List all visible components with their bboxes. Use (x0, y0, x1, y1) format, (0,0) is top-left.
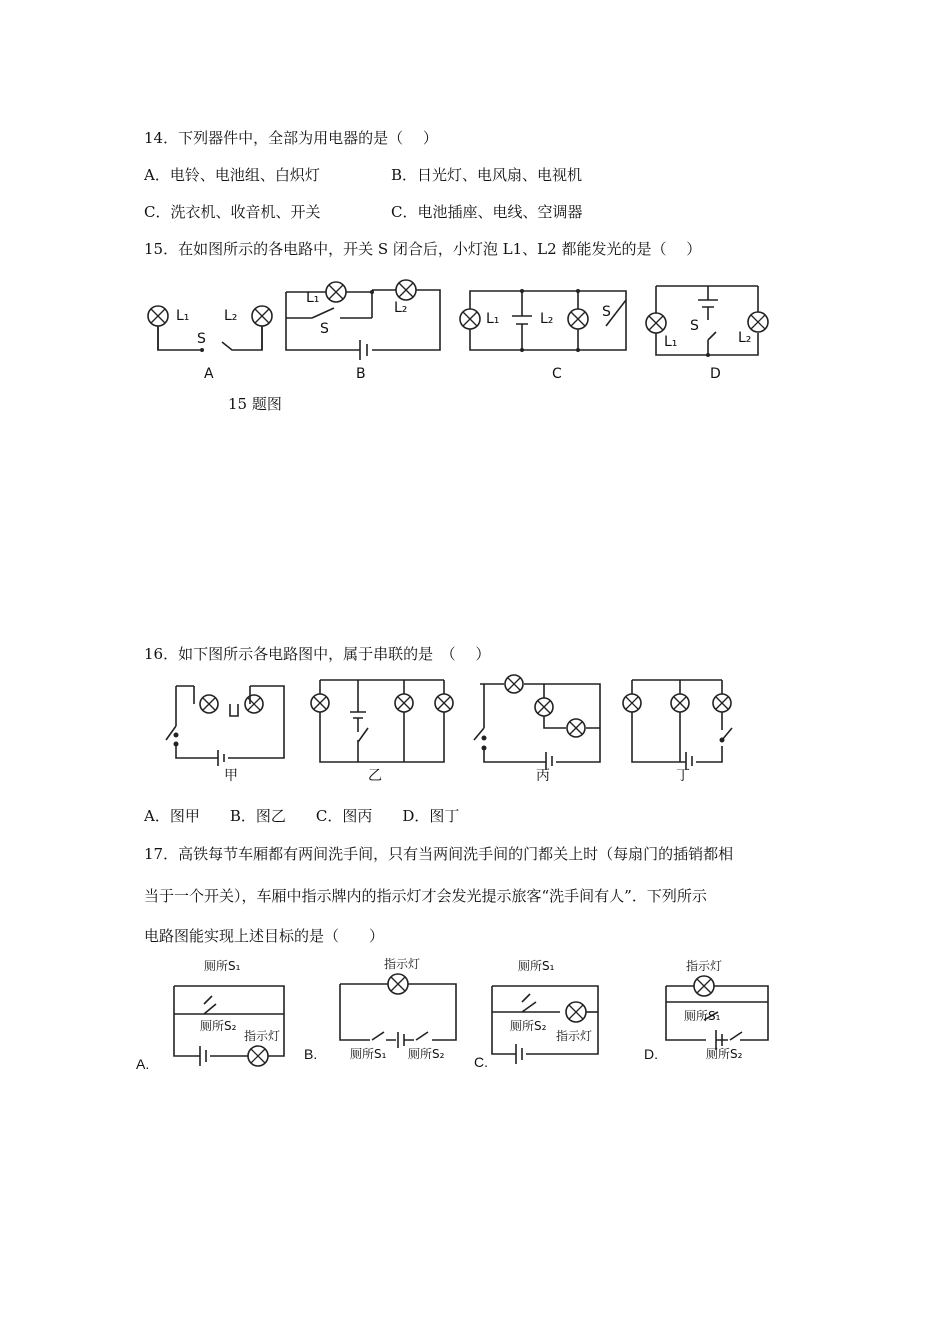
q15c-l1-label: L₁ (486, 311, 500, 327)
q17b-s1-label: 厕所S₁ (350, 1047, 387, 1061)
q15d-l1-label: L₁ (664, 334, 678, 350)
q15b-l2-label: L₂ (394, 300, 408, 316)
q17a-s1-label: 厕所S₁ (204, 959, 241, 973)
q17-circuit-d (666, 958, 768, 1061)
q16-options: A．图甲 B．图乙 C．图丙 D．图丁 (144, 807, 460, 825)
q14-stem: 14．下列器件中，全部为用电器的是（ ） (144, 129, 438, 147)
q16-label-bing: 丙 (536, 768, 550, 784)
q15d-l2-label: L₂ (738, 330, 752, 346)
q17d-s2-label: 厕所S₂ (706, 1047, 743, 1061)
q15-circuit-a (148, 306, 272, 382)
q17c-s1-label: 厕所S₁ (518, 959, 555, 973)
q16-label-yi: 乙 (368, 768, 382, 784)
q15-label-d: D (710, 366, 721, 382)
q17b-s2-label: 厕所S₂ (408, 1047, 445, 1061)
q17-option-a-letter: A. (136, 1056, 150, 1072)
q14-option-b: B．日光灯、电风扇、电视机 (391, 166, 583, 184)
q17a-s2-label: 厕所S₂ (200, 1019, 237, 1033)
q16-circuit-yi (311, 680, 453, 784)
q17-stem-line2: 当于一个开关），车厢中指示牌内的指示灯才会发光提示旅客“洗手间有人”．下列所示 (144, 887, 707, 905)
q15a-l1-label: L₁ (176, 308, 190, 324)
q17d-lamp-label: 指示灯 (686, 959, 723, 973)
q15-circuit-b (286, 280, 440, 382)
q17-option-d-letter: D. (644, 1046, 658, 1062)
q15c-s-label: S (602, 304, 611, 320)
q15-stem: 15．在如图所示的各电路中，开关 S 闭合后，小灯泡 L1、L2 都能发光的是（ ） (144, 240, 702, 258)
q15a-l2-label: L₂ (224, 308, 238, 324)
q15c-l2-label: L₂ (540, 311, 554, 327)
q16-circuit-jia (166, 686, 284, 784)
q17-circuit-c (492, 959, 598, 1064)
q15a-s-label: S (197, 331, 206, 347)
q16-circuit-diagrams (0, 672, 950, 782)
q16-circuit-bing (474, 675, 600, 784)
q15-caption: 15 题图 (228, 395, 282, 413)
q17d-s1-label: 厕所S₁ (684, 1009, 721, 1023)
q17c-s2-label: 厕所S₂ (510, 1019, 547, 1033)
q15d-s-label: S (690, 318, 699, 334)
q14-option-d: C．电池插座、电线、空调器 (391, 203, 583, 221)
q17-circuit-a (174, 959, 284, 1066)
q16-label-ding: 丁 (676, 768, 690, 784)
q15b-l1-label: L₁ (306, 290, 320, 306)
q15-circuit-diagrams (0, 278, 950, 408)
q17-stem-line1: 17．高铁每节车厢都有两间洗手间，只有当两间洗手间的门都关上时（每扇门的插销都相 (144, 845, 734, 863)
q15-circuit-c (460, 289, 626, 382)
q15-label-c: C (552, 366, 562, 382)
q16-label-jia: 甲 (224, 768, 238, 784)
q17-option-c-letter: C. (474, 1054, 488, 1070)
q14-option-a: A．电铃、电池组、白炽灯 (144, 166, 320, 184)
q15-label-b: B (356, 366, 366, 382)
q17c-lamp-label: 指示灯 (556, 1029, 593, 1043)
q17-option-b-letter: B. (304, 1046, 318, 1062)
q17a-lamp-label: 指示灯 (244, 1029, 281, 1043)
q16-circuit-ding (623, 680, 732, 784)
q14-option-c: C．洗衣机、收音机、开关 (144, 203, 321, 221)
q17-circuit-b (340, 956, 456, 1061)
q17b-lamp-label: 指示灯 (384, 957, 421, 971)
q15-label-a: A (204, 366, 214, 382)
q15-circuit-d (646, 286, 768, 382)
q17-stem-line3: 电路图能实现上述目标的是（ ） (144, 927, 385, 945)
q15b-s-label: S (320, 321, 329, 337)
q16-stem: 16．如下图所示各电路图中，属于串联的是 （ ） (144, 645, 491, 663)
